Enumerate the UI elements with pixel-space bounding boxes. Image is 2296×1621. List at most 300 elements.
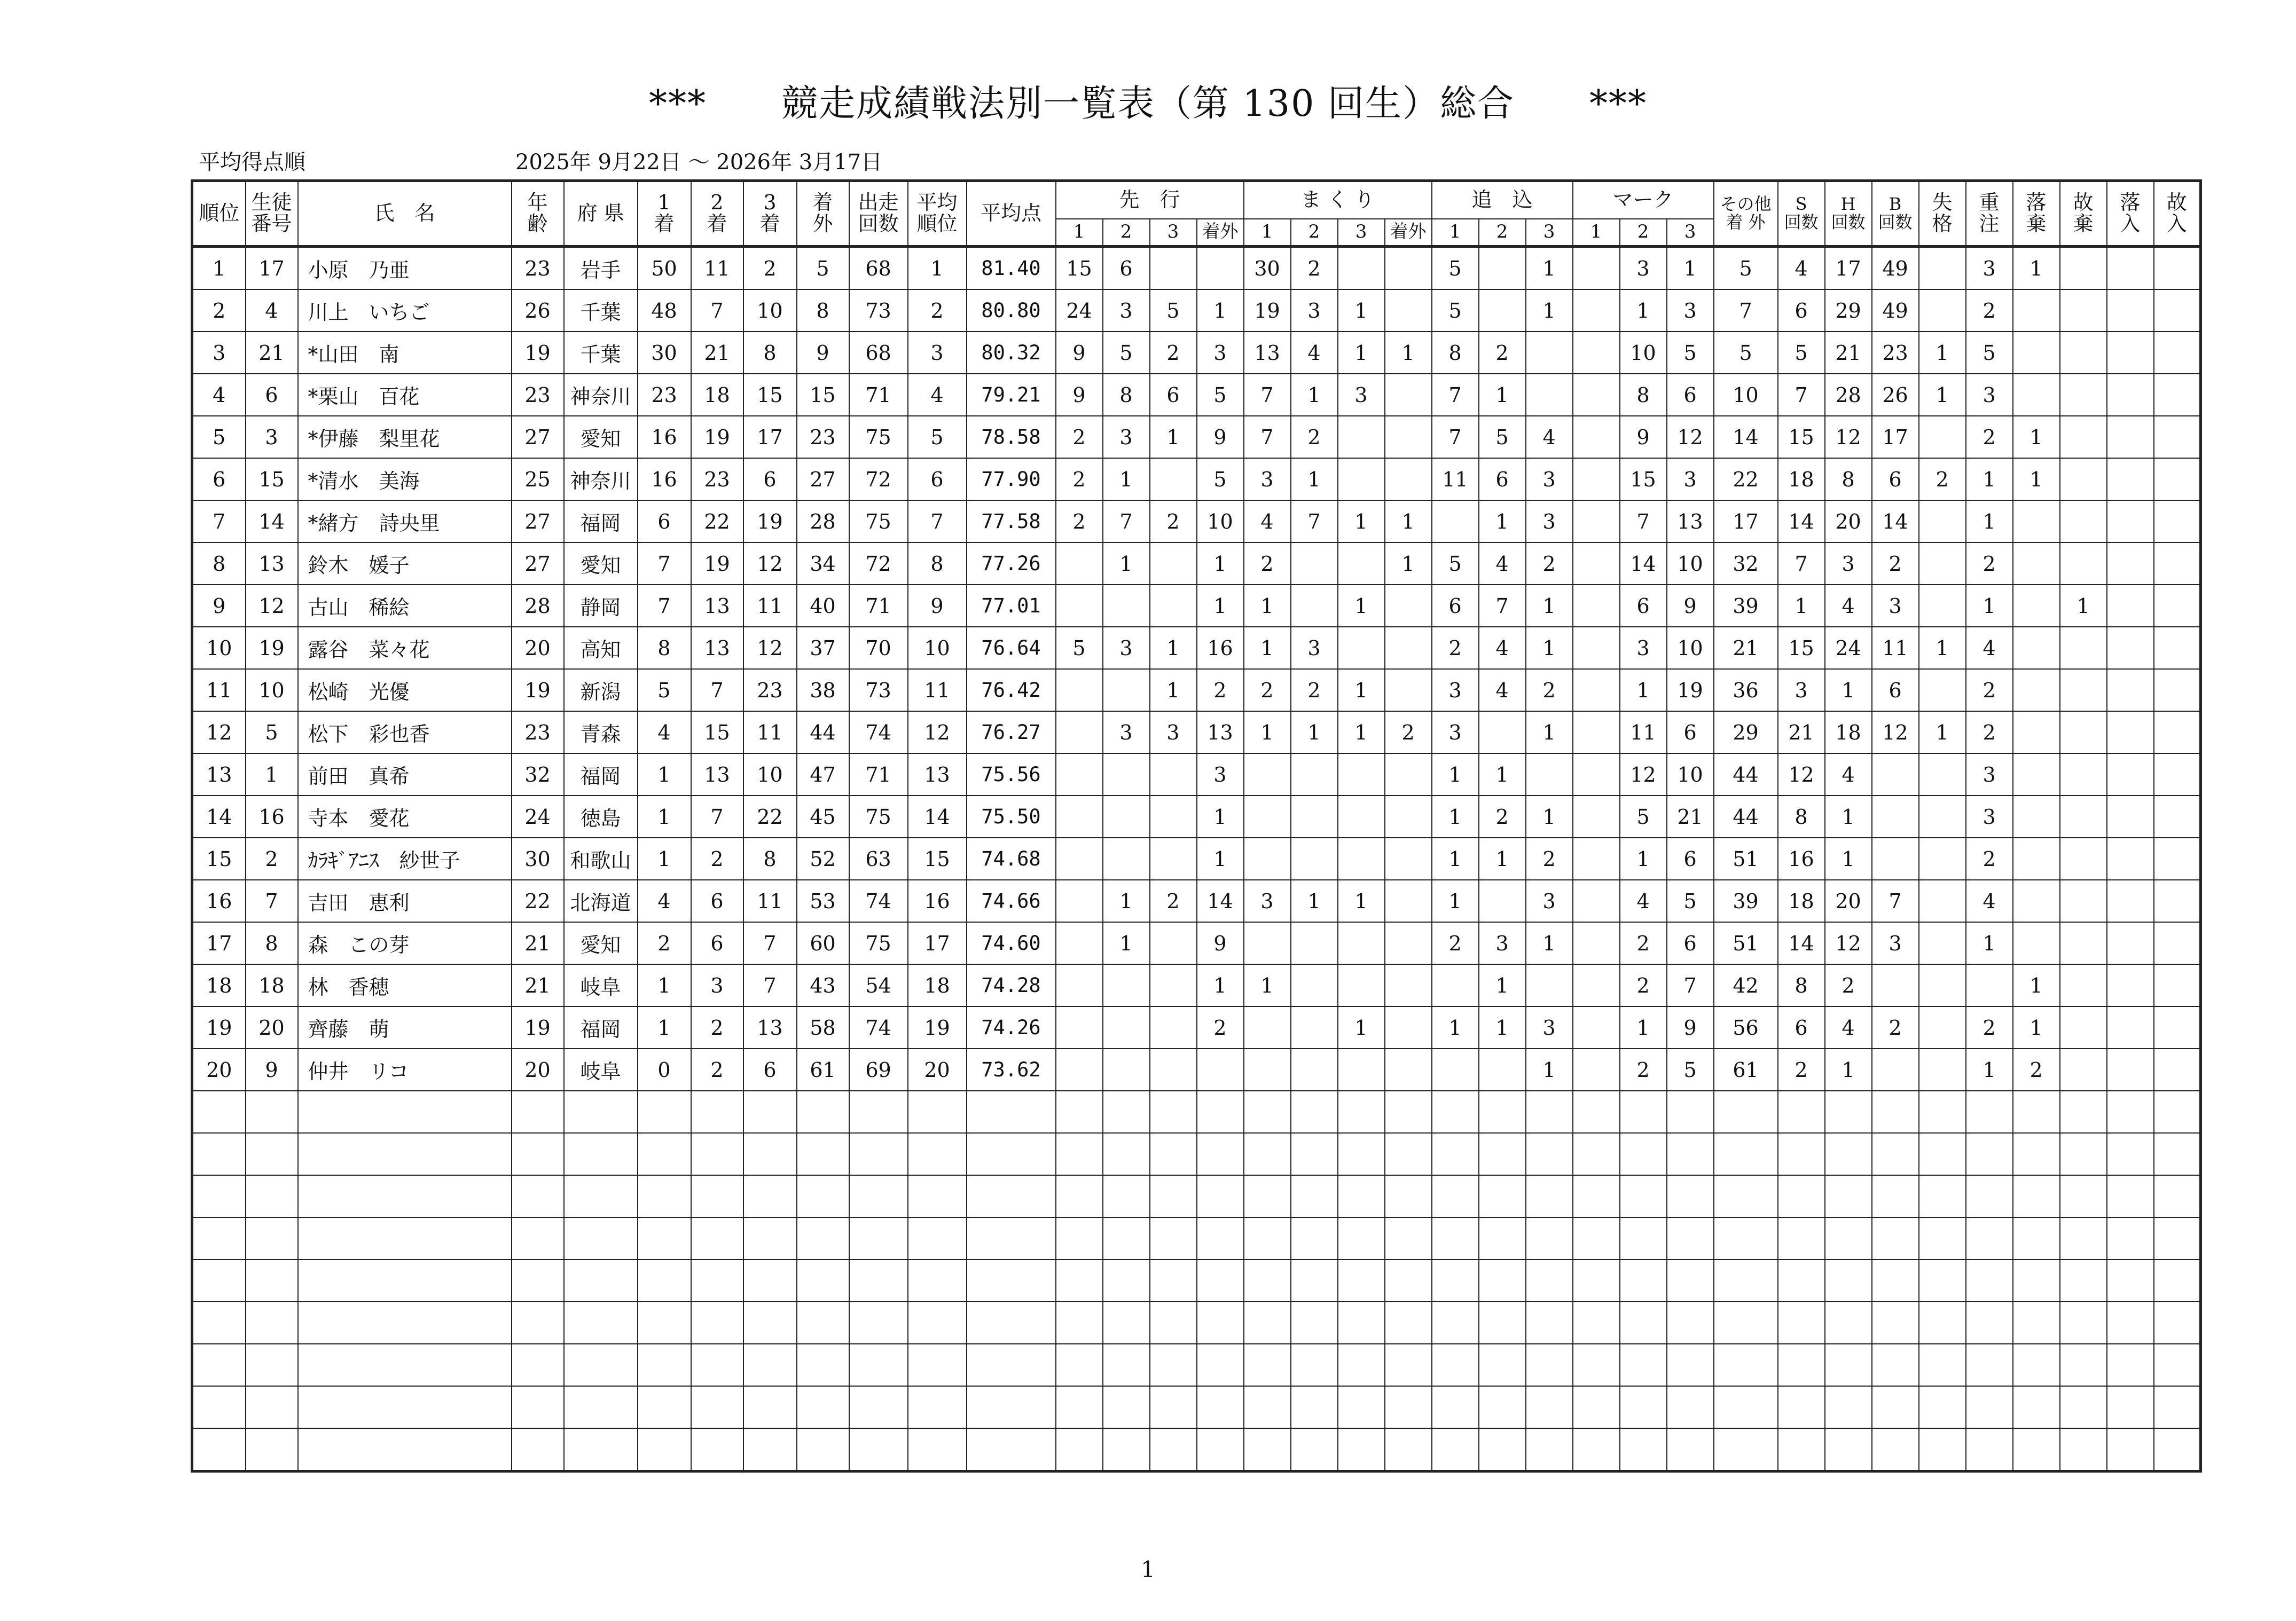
table-cell: 80.32: [967, 332, 1056, 374]
table-cell: 10: [743, 289, 797, 332]
table-cell: [2013, 500, 2060, 542]
table-cell: [1103, 1344, 1150, 1386]
table-cell: [2060, 1006, 2107, 1049]
table-cell: 13: [908, 753, 967, 796]
table-cell: [849, 1428, 908, 1472]
table-cell: [1919, 1344, 1966, 1386]
table-cell: [1432, 500, 1479, 542]
table-cell: 和歌山: [564, 838, 638, 880]
table-cell: 29: [1714, 711, 1778, 753]
table-cell: 76.27: [967, 711, 1056, 753]
table-cell: 9: [1620, 416, 1667, 458]
table-cell: 愛知: [564, 416, 638, 458]
table-cell: [564, 1217, 638, 1260]
table-cell: [564, 1175, 638, 1217]
table-cell: [1103, 1049, 1150, 1091]
table-cell: 神奈川: [564, 458, 638, 500]
table-cell: [1573, 1091, 1620, 1133]
table-cell: 1: [908, 247, 967, 290]
table-cell: [1573, 669, 1620, 711]
table-cell: [1714, 1386, 1778, 1428]
table-cell: 13: [1667, 500, 1714, 542]
table-cell: 静岡: [564, 585, 638, 627]
table-cell: 1: [1526, 922, 1573, 964]
table-cell: 7: [1620, 500, 1667, 542]
table-row-empty: [192, 1428, 2201, 1472]
table-cell: 岐阜: [564, 1049, 638, 1091]
table-cell: [1573, 542, 1620, 585]
table-cell: [1714, 1344, 1778, 1386]
table-cell: 4: [1966, 880, 2013, 922]
table-cell: 17: [743, 416, 797, 458]
table-cell: 30: [512, 838, 564, 880]
table-cell: 30: [638, 332, 691, 374]
table-cell: 1: [1244, 627, 1291, 669]
table-cell: [1103, 1006, 1150, 1049]
table-cell: 3: [1432, 669, 1479, 711]
table-cell: [1244, 1049, 1291, 1091]
table-cell: [1919, 1049, 1966, 1091]
table-cell: [1778, 1302, 1825, 1344]
table-cell: 1: [1150, 416, 1197, 458]
table-cell: [1479, 1344, 1526, 1386]
table-cell: 20: [192, 1049, 246, 1091]
table-cell: 63: [849, 838, 908, 880]
table-cell: [2107, 542, 2154, 585]
table-cell: 新潟: [564, 669, 638, 711]
table-cell: 7: [743, 964, 797, 1006]
table-cell: [1244, 1091, 1291, 1133]
table-cell: [2060, 1302, 2107, 1344]
table-cell: [1714, 1091, 1778, 1133]
table-cell: [192, 1260, 246, 1302]
table-cell: 21: [512, 964, 564, 1006]
table-cell: [849, 1386, 908, 1428]
header-b-count: B 回数: [1872, 181, 1919, 247]
table-cell: 47: [797, 753, 849, 796]
table-cell: [1385, 1175, 1432, 1217]
table-cell: [849, 1217, 908, 1260]
table-cell: [192, 1091, 246, 1133]
table-cell: [967, 1217, 1056, 1260]
table-cell: 12: [1620, 753, 1667, 796]
table-cell: [908, 1302, 967, 1344]
table-cell: 1: [1291, 711, 1338, 753]
table-cell: 7: [1291, 500, 1338, 542]
table-cell: [1197, 1133, 1244, 1175]
table-cell: 10: [1714, 374, 1778, 416]
table-cell: 2: [1966, 838, 2013, 880]
table-cell: [1385, 753, 1432, 796]
table-cell: 小原 乃亜: [298, 247, 512, 290]
table-cell: [2013, 1428, 2060, 1472]
table-cell: [1385, 964, 1432, 1006]
table-cell: 6: [1103, 247, 1150, 290]
table-cell: 21: [246, 332, 298, 374]
table-row: [192, 542, 2201, 585]
table-row: [192, 964, 2201, 1006]
table-cell: [1573, 1049, 1620, 1091]
table-cell: 21: [512, 922, 564, 964]
table-cell: 1: [2013, 247, 2060, 290]
table-cell: 2: [1966, 542, 2013, 585]
table-cell: 4: [1825, 585, 1872, 627]
table-cell: 9: [1197, 922, 1244, 964]
table-cell: [2154, 247, 2201, 290]
table-cell: 1: [1526, 796, 1573, 838]
table-cell: [192, 1175, 246, 1217]
table-cell: 4: [638, 711, 691, 753]
table-cell: [1244, 1175, 1291, 1217]
table-cell: 50: [638, 247, 691, 290]
table-cell: [1919, 964, 1966, 1006]
table-cell: 4: [638, 880, 691, 922]
table-cell: [2154, 500, 2201, 542]
table-cell: [2013, 1175, 2060, 1217]
table-cell: 1: [246, 753, 298, 796]
table-cell: 37: [797, 627, 849, 669]
table-cell: 75: [849, 500, 908, 542]
table-cell: [2013, 922, 2060, 964]
sub-senko-3: 3: [1150, 219, 1197, 247]
table-cell: [967, 1133, 1056, 1175]
table-cell: [1103, 1133, 1150, 1175]
table-cell: [1479, 289, 1526, 332]
table-cell: [2107, 289, 2154, 332]
table-cell: 8: [1778, 964, 1825, 1006]
table-cell: [1291, 1133, 1338, 1175]
table-cell: [2107, 458, 2154, 500]
table-cell: [1150, 1260, 1197, 1302]
table-cell: [2154, 1091, 2201, 1133]
table-cell: 12: [743, 627, 797, 669]
table-row: [192, 585, 2201, 627]
table-cell: [1620, 1386, 1667, 1428]
table-cell: 15: [1620, 458, 1667, 500]
table-cell: 5: [908, 416, 967, 458]
table-cell: 6: [691, 922, 743, 964]
table-row: [192, 247, 2201, 290]
table-cell: 30: [1244, 247, 1291, 290]
table-cell: [2154, 627, 2201, 669]
sub-oikomi-1: 1: [1432, 219, 1479, 247]
table-cell: [1291, 1428, 1338, 1472]
table-cell: [1056, 753, 1103, 796]
table-cell: *伊藤 梨里花: [298, 416, 512, 458]
table-cell: 岩手: [564, 247, 638, 290]
table-cell: 18: [691, 374, 743, 416]
table-cell: [1667, 1133, 1714, 1175]
table-cell: [2107, 500, 2154, 542]
table-cell: 7: [691, 669, 743, 711]
table-cell: [1056, 1386, 1103, 1428]
table-cell: [691, 1175, 743, 1217]
table-row-empty: [192, 1091, 2201, 1133]
table-cell: 千葉: [564, 289, 638, 332]
table-cell: [1825, 1344, 1872, 1386]
table-cell: [2154, 1260, 2201, 1302]
table-cell: [743, 1175, 797, 1217]
table-cell: *清水 美海: [298, 458, 512, 500]
table-cell: 1: [1338, 711, 1385, 753]
page-title: *** 競走成績戦法別一覧表（第 130 回生）総合 ***: [648, 83, 1648, 125]
table-cell: 10: [192, 627, 246, 669]
table-cell: [1244, 922, 1291, 964]
table-cell: 2: [1966, 711, 2013, 753]
table-cell: [2154, 1175, 2201, 1217]
table-cell: 7: [1872, 880, 1919, 922]
table-cell: [1244, 1386, 1291, 1428]
table-cell: [1573, 416, 1620, 458]
table-cell: [1573, 838, 1620, 880]
table-cell: 16: [246, 796, 298, 838]
header-koki: 故 棄: [2060, 181, 2107, 247]
table-cell: 61: [1714, 1049, 1778, 1091]
sub-makuri-2: 2: [1291, 219, 1338, 247]
table-cell: [967, 1175, 1056, 1217]
page-number: 1: [1141, 1556, 1155, 1583]
table-cell: [1056, 838, 1103, 880]
table-cell: [1150, 1006, 1197, 1049]
table-cell: [192, 1302, 246, 1344]
table-row-empty: [192, 1302, 2201, 1344]
table-cell: 8: [797, 289, 849, 332]
table-cell: 20: [512, 627, 564, 669]
table-cell: [797, 1091, 849, 1133]
table-cell: [2060, 289, 2107, 332]
table-cell: 43: [797, 964, 849, 1006]
table-cell: [1197, 1260, 1244, 1302]
table-cell: 6: [743, 1049, 797, 1091]
table-cell: 13: [192, 753, 246, 796]
table-cell: [1291, 838, 1338, 880]
table-cell: [691, 1386, 743, 1428]
table-cell: 44: [1714, 796, 1778, 838]
table-cell: [1479, 1386, 1526, 1428]
table-cell: [797, 1428, 849, 1472]
table-cell: 2: [1966, 289, 2013, 332]
table-cell: [797, 1386, 849, 1428]
table-cell: 6: [1432, 585, 1479, 627]
table-cell: *栗山 百花: [298, 374, 512, 416]
table-cell: [2154, 1049, 2201, 1091]
table-cell: [1150, 1049, 1197, 1091]
table-cell: [638, 1091, 691, 1133]
table-cell: 27: [512, 416, 564, 458]
table-cell: [638, 1217, 691, 1260]
table-cell: [1919, 753, 1966, 796]
table-cell: 15: [1056, 247, 1103, 290]
table-cell: 8: [638, 627, 691, 669]
table-cell: 3: [1667, 289, 1714, 332]
table-cell: 1: [1479, 1006, 1526, 1049]
table-cell: [192, 1217, 246, 1260]
table-cell: 3: [1966, 374, 2013, 416]
table-cell: [1056, 1006, 1103, 1049]
table-cell: 4: [1479, 669, 1526, 711]
table-cell: 22: [512, 880, 564, 922]
table-cell: [2060, 1175, 2107, 1217]
table-cell: [1573, 289, 1620, 332]
table-cell: [1919, 416, 1966, 458]
table-cell: [1919, 1175, 1966, 1217]
table-cell: 7: [192, 500, 246, 542]
table-cell: [1872, 796, 1919, 838]
table-cell: 81.40: [967, 247, 1056, 290]
table-cell: 7: [1714, 289, 1778, 332]
table-cell: [564, 1428, 638, 1472]
table-cell: [1338, 416, 1385, 458]
table-cell: 2: [1620, 922, 1667, 964]
table-cell: [691, 1302, 743, 1344]
table-cell: 徳島: [564, 796, 638, 838]
table-cell: 14: [1872, 500, 1919, 542]
table-cell: [298, 1302, 512, 1344]
table-cell: [1385, 374, 1432, 416]
table-cell: 3: [691, 964, 743, 1006]
table-cell: [1197, 1217, 1244, 1260]
table-cell: [2107, 374, 2154, 416]
table-cell: 14: [1714, 416, 1778, 458]
table-cell: [908, 1428, 967, 1472]
table-cell: [1150, 1302, 1197, 1344]
table-cell: 70: [849, 627, 908, 669]
table-cell: 17: [192, 922, 246, 964]
table-cell: 20: [246, 1006, 298, 1049]
table-cell: [2107, 1133, 2154, 1175]
table-row: [192, 753, 2201, 796]
table-cell: [1825, 1175, 1872, 1217]
table-cell: 2: [192, 289, 246, 332]
table-cell: [564, 1344, 638, 1386]
table-cell: 5: [1103, 332, 1150, 374]
table-cell: 44: [1714, 753, 1778, 796]
table-cell: 8: [192, 542, 246, 585]
table-cell: 8: [1778, 796, 1825, 838]
table-cell: 51: [1714, 838, 1778, 880]
table-cell: [298, 1133, 512, 1175]
table-row: [192, 332, 2201, 374]
table-cell: [2107, 922, 2154, 964]
table-cell: [1385, 627, 1432, 669]
table-cell: [1573, 711, 1620, 753]
table-cell: 27: [797, 458, 849, 500]
table-cell: [1919, 500, 1966, 542]
header-oikomi: 追 込: [1432, 181, 1573, 219]
table-cell: 10: [908, 627, 967, 669]
table-cell: 6: [1620, 585, 1667, 627]
table-cell: [1244, 1006, 1291, 1049]
table-cell: 12: [1825, 416, 1872, 458]
table-cell: 1: [1150, 669, 1197, 711]
table-cell: [1056, 1344, 1103, 1386]
table-cell: 53: [797, 880, 849, 922]
table-cell: [638, 1260, 691, 1302]
table-cell: 6: [1667, 711, 1714, 753]
table-cell: 15: [691, 711, 743, 753]
table-cell: [2013, 289, 2060, 332]
table-cell: [2154, 585, 2201, 627]
table-cell: [512, 1386, 564, 1428]
table-cell: [2013, 669, 2060, 711]
table-cell: [298, 1386, 512, 1428]
table-cell: 18: [246, 964, 298, 1006]
table-cell: [1479, 1302, 1526, 1344]
table-cell: 10: [1197, 500, 1244, 542]
table-cell: 1: [1432, 753, 1479, 796]
table-cell: [638, 1386, 691, 1428]
table-cell: [2107, 1302, 2154, 1344]
table-cell: 1: [638, 838, 691, 880]
table-cell: [1338, 247, 1385, 290]
table-cell: [1573, 1006, 1620, 1049]
table-cell: [743, 1428, 797, 1472]
sub-mark-2: 2: [1620, 219, 1667, 247]
table-cell: 19: [743, 500, 797, 542]
table-cell: [1291, 1091, 1338, 1133]
table-cell: [1056, 964, 1103, 1006]
table-cell: [1919, 289, 1966, 332]
table-cell: [1714, 1133, 1778, 1175]
table-cell: 7: [1667, 964, 1714, 1006]
table-cell: 6: [743, 458, 797, 500]
table-cell: 6: [1778, 289, 1825, 332]
table-cell: [1432, 1049, 1479, 1091]
header-rakunyu: 落 入: [2107, 181, 2154, 247]
table-cell: [1338, 627, 1385, 669]
table-cell: [1385, 1260, 1432, 1302]
table-cell: [1244, 1428, 1291, 1472]
table-cell: [1526, 1133, 1573, 1175]
table-cell: [1432, 1091, 1479, 1133]
table-cell: 11: [743, 585, 797, 627]
table-row: [192, 880, 2201, 922]
table-cell: 古山 稀絵: [298, 585, 512, 627]
table-cell: 75: [849, 416, 908, 458]
table-cell: [1479, 880, 1526, 922]
table-cell: [1919, 880, 1966, 922]
table-cell: [1385, 458, 1432, 500]
table-cell: [2060, 1344, 2107, 1386]
table-cell: 20: [1825, 500, 1872, 542]
table-cell: [1244, 1217, 1291, 1260]
table-cell: [1103, 585, 1150, 627]
table-cell: 1: [1620, 1006, 1667, 1049]
table-cell: 4: [1244, 500, 1291, 542]
table-cell: [1291, 585, 1338, 627]
table-cell: 神奈川: [564, 374, 638, 416]
table-cell: 1: [1338, 669, 1385, 711]
table-cell: [2060, 1049, 2107, 1091]
table-cell: [2107, 1091, 2154, 1133]
table-cell: 1: [1432, 880, 1479, 922]
table-cell: [1573, 1386, 1620, 1428]
table-cell: 2: [743, 247, 797, 290]
table-cell: 13: [246, 542, 298, 585]
table-cell: 19: [691, 416, 743, 458]
header-third: 3 着: [743, 181, 797, 247]
table-cell: [1291, 1175, 1338, 1217]
table-cell: [2107, 1386, 2154, 1428]
table-cell: 24: [512, 796, 564, 838]
table-cell: [2013, 753, 2060, 796]
table-cell: 1: [2013, 964, 2060, 1006]
table-cell: 10: [1667, 753, 1714, 796]
table-cell: [2060, 964, 2107, 1006]
table-row: [192, 458, 2201, 500]
table-cell: [1872, 1217, 1919, 1260]
table-cell: [1573, 880, 1620, 922]
